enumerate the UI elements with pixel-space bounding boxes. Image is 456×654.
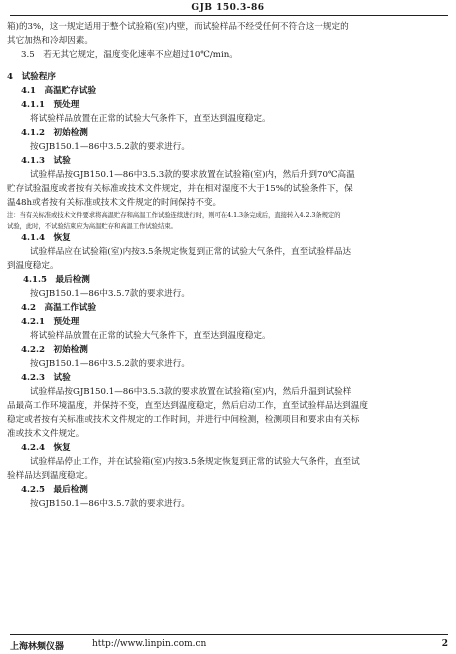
subsection-heading: 4.2 高温工作试验 (21, 303, 97, 313)
text-line: 箱)的3%，这一规定适用于整个试验箱(室)内壁，而试验样品不经受任何不符合这一规定的 (7, 22, 349, 32)
section-heading: 4 试验程序 (7, 72, 56, 82)
clause-heading: 4.1.4 恢复 (21, 233, 71, 243)
text-line: 将试验样品放置在正常的试验大气条件下，直至达到温度稳定。 (30, 331, 271, 341)
page-header: GJB 150.3-86 (191, 3, 265, 13)
clause-heading: 4.1.3 试验 (21, 156, 71, 166)
clause-heading: 4.1.5 最后检测 (23, 275, 90, 285)
text-line: 按GJB150.1—86中3.5.7款的要求进行。 (30, 499, 190, 509)
text-line: 其它加热和冷却因素。 (7, 36, 93, 46)
page-number: 2 (441, 639, 448, 649)
text-line: 将试验样品放置在正常的试验大气条件下，直至达到温度稳定。 (30, 114, 271, 124)
subsection-heading: 4.1 高温贮存试验 (21, 86, 97, 96)
text-line: 稳定或者按有关标准或技术文件规定的工作时间，并进行中间检测，检测项目和要求由有关标 (7, 415, 360, 425)
clause-heading: 4.1.2 初始检测 (21, 128, 88, 138)
page-footer (10, 639, 448, 652)
document-body (7, 20, 451, 511)
footer-url[interactable]: http://www.linpin.com.cn (92, 639, 207, 649)
clause-heading: 4.2.1 预处理 (21, 317, 80, 327)
clause-heading: 4.2.2 初始检测 (21, 345, 88, 355)
footer-rule (10, 634, 448, 635)
text-line: 按GJB150.1—86中3.5.2款的要求进行。 (30, 142, 190, 152)
text-line: 到温度稳定。 (7, 261, 59, 271)
note-line: 注：当有关标准或技术文件要求将高温贮存和高温工作试验连续进行时，则可在4.1.3条完成后，直接转入4.2.3条规定的 (7, 211, 341, 219)
clause-heading: 4.2.4 恢复 (21, 443, 71, 453)
clause-heading: 4.1.1 预处理 (21, 100, 80, 110)
text-line: 按GJB150.1—86中3.5.7款的要求进行。 (30, 289, 190, 299)
text-line: 按GJB150.1—86中3.5.2款的要求进行。 (30, 359, 190, 369)
footer-company: 上海林频仪器 (10, 642, 65, 652)
text-line: 验样品达到温度稳定。 (7, 471, 93, 481)
header-rule (10, 15, 448, 16)
text-line: 品最高工作环境温度，并保持不变，直至达到温度稳定，然后启动工作，直至试验样品达到温度 (7, 401, 368, 411)
text-line: 试验样品按GJB150.1—86中3.5.3款的要求放置在试验箱(室)内，然后升到70℃高温 (30, 170, 355, 180)
text-line: 试验样品按GJB150.1—86中3.5.3款的要求放置在试验箱(室)内，然后升温到试验样 (30, 387, 352, 397)
text-line: 贮存试验温度或者按有关标准或技术文件规定，并在相对湿度不大于15%的试验条件下，保 (7, 184, 353, 194)
text-line: 试验样品停止工作，并在试验箱(室)内按3.5条规定恢复到正常的试验大气条件，直至试 (30, 457, 360, 467)
text-line: 试验样品应在试验箱(室)内按3.5条规定恢复到正常的试验大气条件，直至试验样品达 (30, 247, 352, 257)
text-line: 准或技术文件规定。 (7, 429, 85, 439)
text-line: 温48h或者按有关标准或技术文件规定的时间保持不变。 (7, 198, 222, 208)
note-line: 试验，此时，不试验结束应为高温贮存和高温工作试验结束。 (7, 221, 177, 230)
clause-heading: 4.2.5 最后检测 (21, 485, 88, 495)
clause-3-5: 3.5 若无其它规定，温度变化速率不应超过10℃/min。 (21, 50, 238, 60)
clause-heading: 4.2.3 试验 (21, 373, 71, 383)
